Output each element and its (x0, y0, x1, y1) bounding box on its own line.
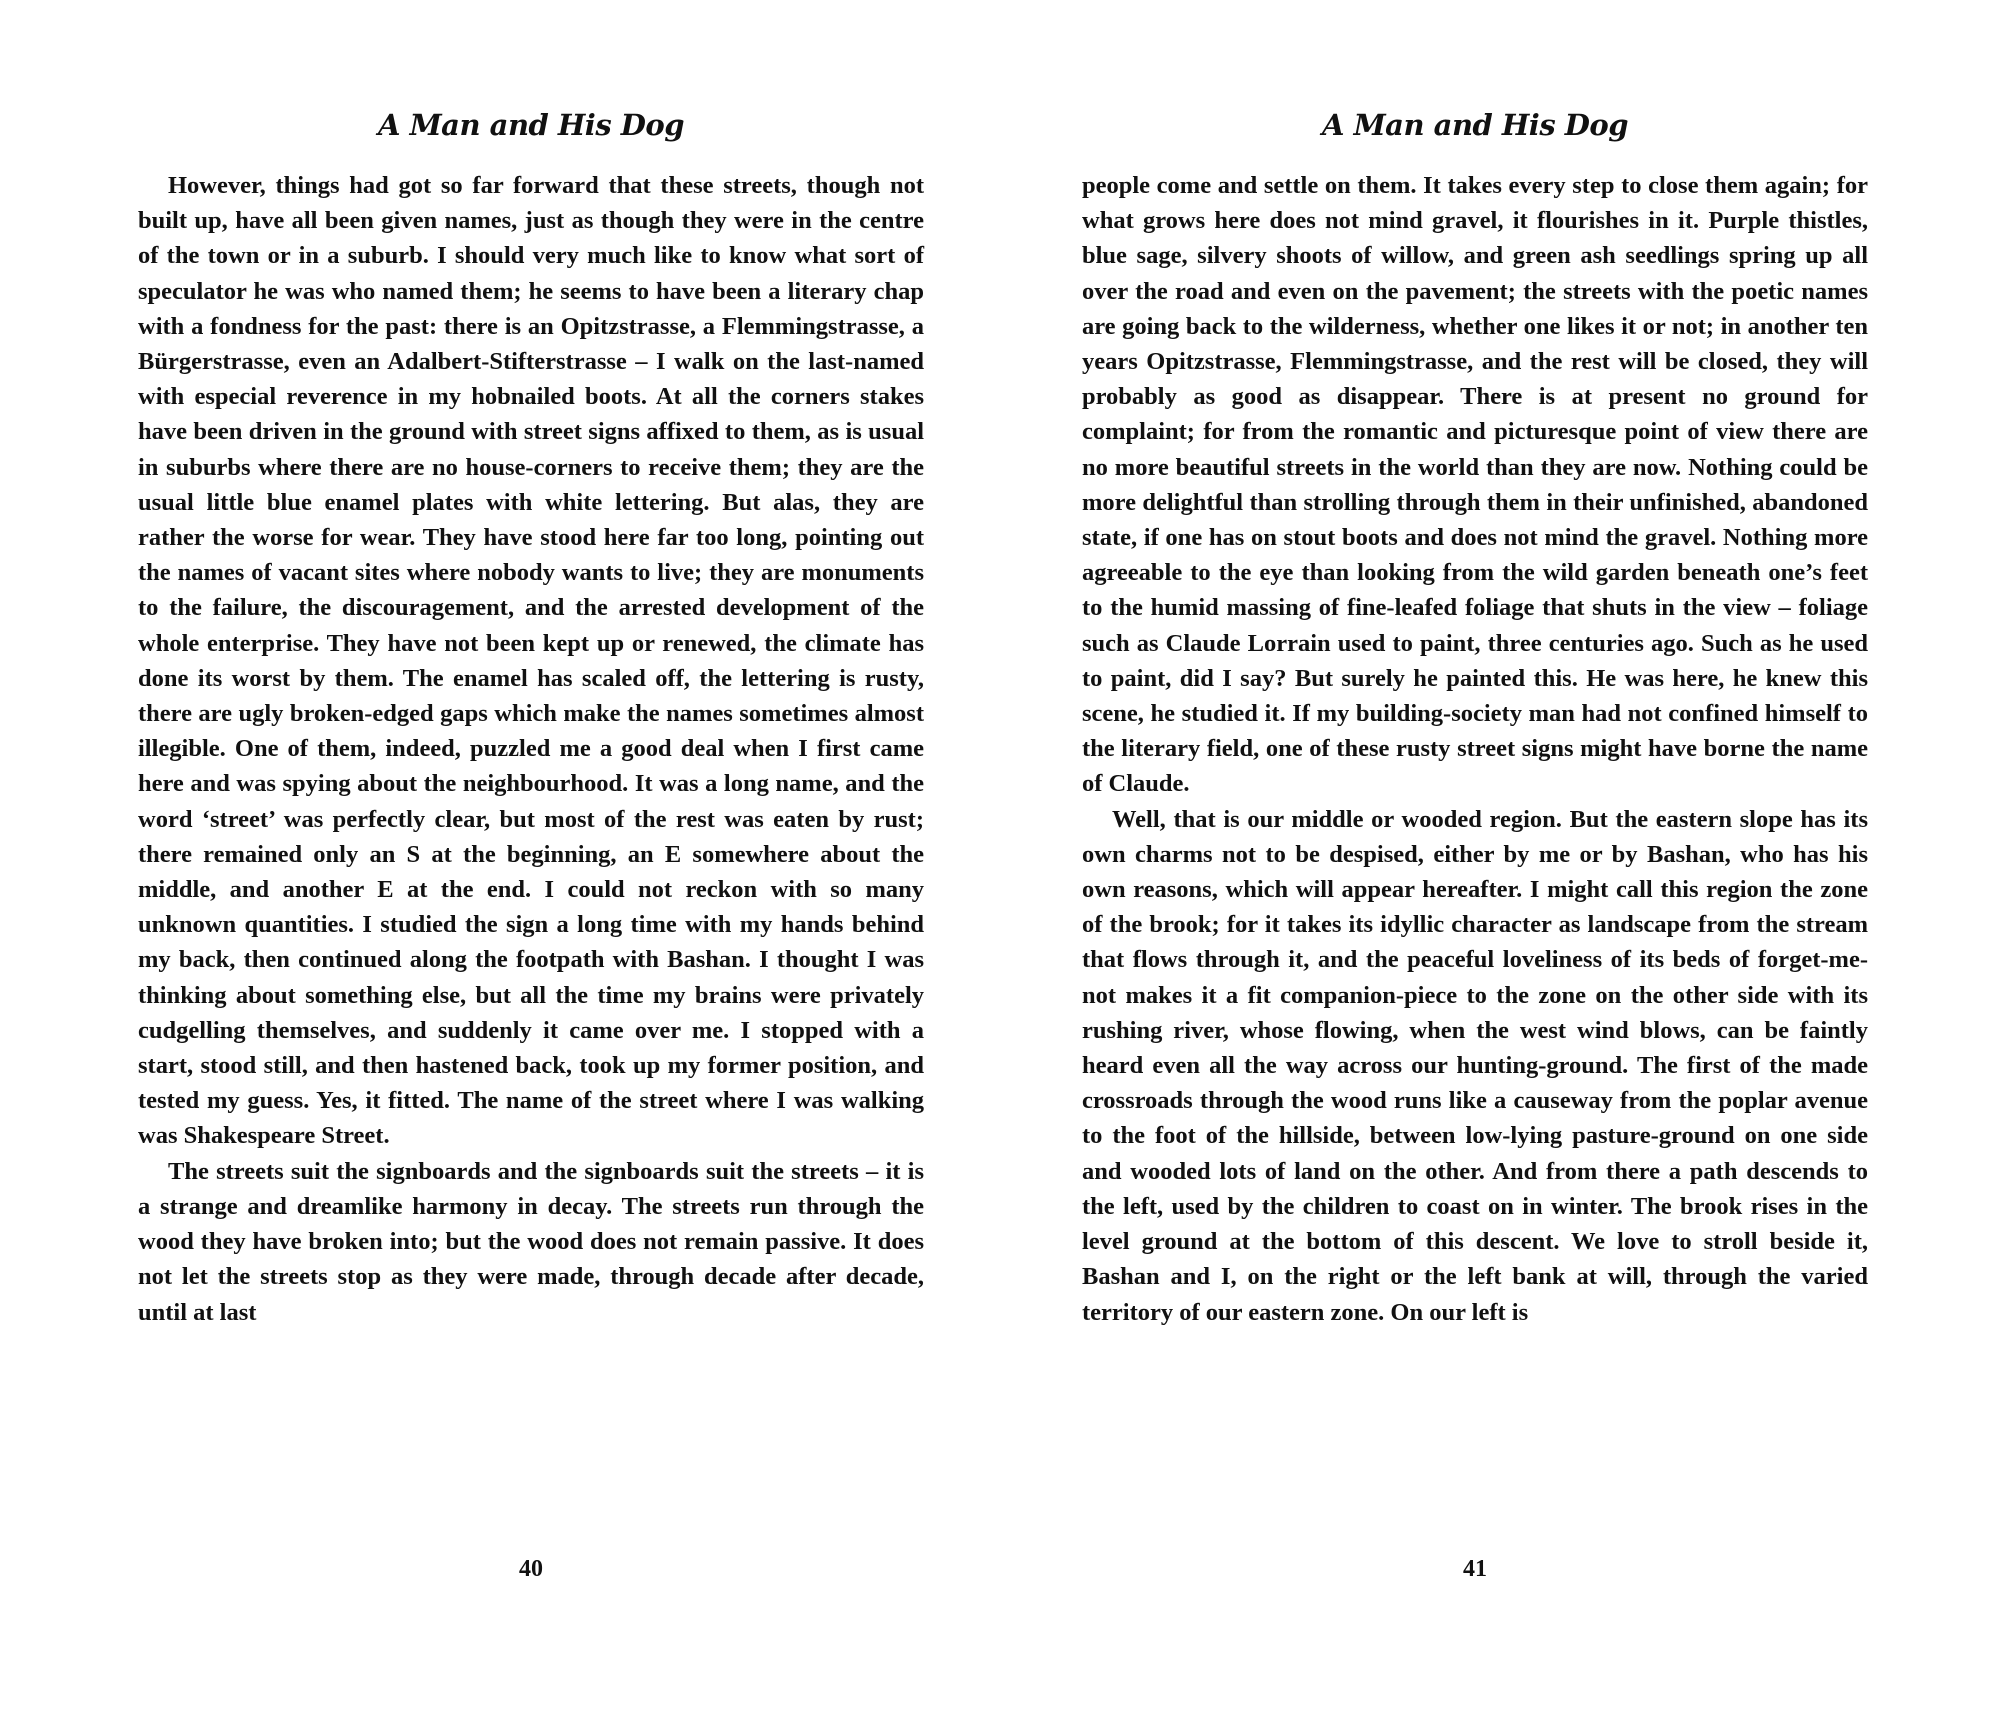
paragraph: The streets suit the signboards and the signboards suit the streets – it is a strange and dreamlike harmony in decay. The streets run through the wood they have broken into; but the wood does not remain passive. It does not let the streets stop as they were made, through decade after decade, until at last (138, 1157, 924, 1326)
paragraph: However, things had got so far forward that these streets, though not built up, have all been given names, just as though they were in the centre of the town or in a suburb. I should very much like to know what sort of speculator he was who named them; he seems to have been a literary chap with a fondness for the past: there is an Opitzstrasse, a Flemmingstrasse, a Bürgerstrasse, even an Adalbert-Stifterstrasse – I walk on the last-named with especial reverence in my hobnailed boots. At all the corners stakes have been driven in the ground with street signs affixed to them, as is usual in suburbs where there are no house-corners to receive them; they are the usual little blue enamel plates with white lettering. But alas, they are rather the worse for wear. They have stood here far too long, pointing out the names of vacant sites where nobody wants to live; they are monuments to the failure, the discouragement, and the arrested development of the whole enterprise. They have not been kept up or renewed, the climate has done its worst by them. The enamel has scaled off, the lettering is rusty, there are ugly broken-edged gaps which make the names sometimes almost illegible. One of them, indeed, puzzled me a good deal when I first came here and was spying about the neighbourhood. It was a long name, and the word ‘street’ was perfectly clear, but most of the rest was eaten by rust; there remained only an S at the beginning, an E somewhere about the middle, and another E at the end. I could not reckon with so many unknown quantities. I studied the sign a long time with my hands behind my back, then continued along the footpath with Bashan. I thought I was thinking about something else, but all the time my brains were privately cudgelling themselves, and suddenly it came over me. I stopped with a start, stood still, and then hastened back, took up my former position, and tested my guess. Yes, it fitted. The name of the street where I was walking was Shakespeare Street. (138, 172, 924, 1150)
running-head: A Man and His Dog (377, 108, 685, 142)
paragraph: people come and settle on them. It takes every step to close them again; for what grows here does not mind gravel, it flourishes in it. Purple thistles, blue sage, silvery shoots of willow, and green ash seedlings spring up all over the road and even on the pavement; the streets with the poetic names are going back to the wilderness, whether one likes it or not; in another ten years Opitzstrasse, Flemmingstrasse, and the rest will be closed, they will probably as good as disappear. There is at present no ground for complaint; for from the romantic and picturesque point of view there are no more beautiful streets in the world than they are now. Nothing could be more delightful than strolling through them in their unfinished, abandoned state, if one has on stout boots and does not mind the gravel. Nothing more agreeable to the eye than looking from the wild garden beneath one’s feet to the humid massing of fine-leafed foliage that shuts in the view – foliage such as Claude Lorrain used to paint, three centuries ago. Such as he used to paint, did I say? But surely he painted this. He was here, he knew this scene, he studied it. If my building-society man had not confined himself to the literary field, one of these rusty street signs might have borne the name of Claude. (1082, 172, 1868, 798)
left-page (138, 0, 924, 1717)
paragraph: Well, that is our middle or wooded region. But the eastern slope has its own charms not to be despised, either by me or by Bashan, who has his own reasons, which will appear hereafter. I might call this region the zone of the brook; for it takes its idyllic character as landscape from the stream that flows through it, and the peaceful loveliness of its beds of forget-me-not makes it a fit companion-piece to the zone on the other side with its rushing river, whose flowing, when the west wind blows, can be faintly heard even all the way across our hunting-ground. The first of the made crossroads through the wood runs like a causeway from the poplar avenue to the foot of the hillside, between low-lying pasture-ground on one side and wooded lots of land on the other. And from there a path descends to the left, used by the children to coast on in winter. The brook rises in the level ground at the bottom of this descent. We love to stroll beside it, Bashan and I, on the right or the left bank at will, through the varied territory of our eastern zone. On our left is (1082, 805, 1868, 1326)
running-head: A Man and His Dog (1321, 108, 1629, 142)
body-text (1082, 168, 1868, 1330)
right-page (1082, 0, 1868, 1717)
page-number: 40 (519, 1556, 543, 1582)
body-text (138, 168, 924, 1330)
page-number: 41 (1463, 1556, 1487, 1582)
